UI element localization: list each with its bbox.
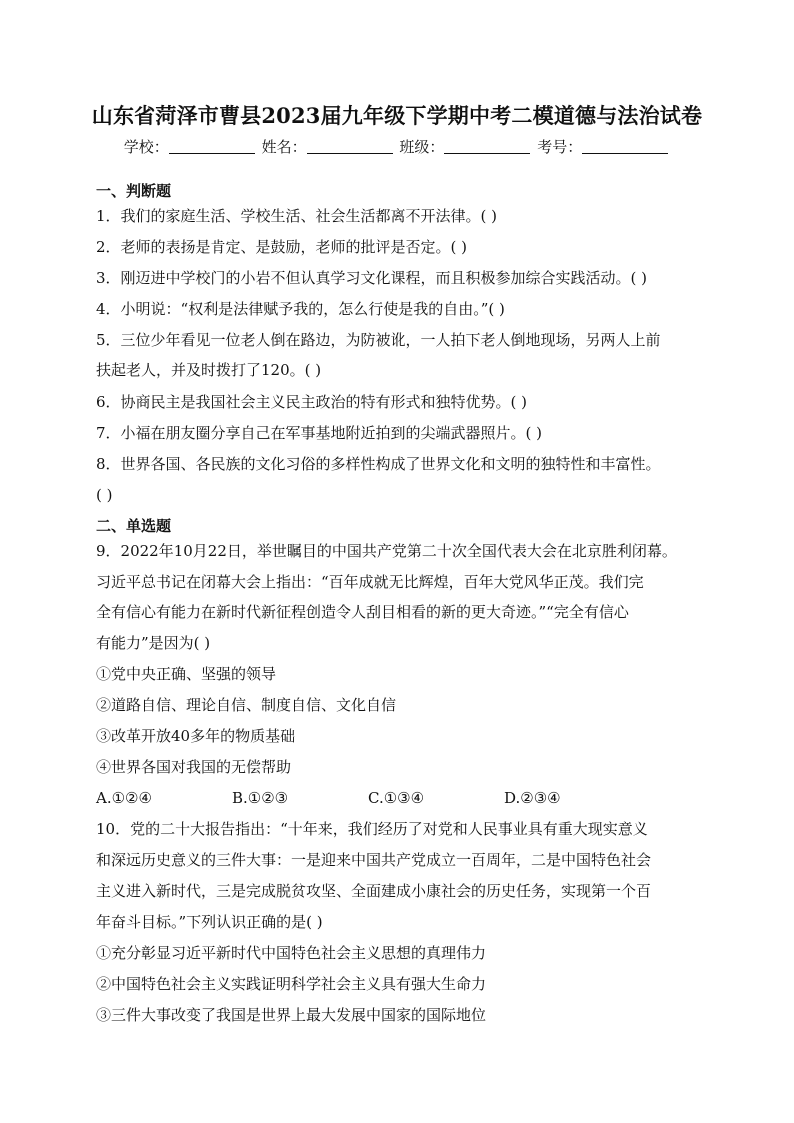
q9-statement-4: ④世界各国对我国的无偿帮助 bbox=[96, 758, 292, 776]
judge-item-2: 2．老师的表扬是肯定、是鼓励，老师的批评是否定。( ) bbox=[96, 238, 468, 256]
q10-line-3: 主义进入新时代，三是完成脱贫攻坚、全面建成小康社会的历史任务，实现第一个百 bbox=[96, 882, 652, 900]
judge-item-7: 7．小福在朋友圈分享自己在军事基地附近拍到的尖端武器照片。( ) bbox=[96, 424, 543, 442]
judge-item-5: 5．三位少年看见一位老人倒在路边，为防被讹，一人拍下老人倒地现场，另两人上前 bbox=[96, 331, 661, 349]
name-blank[interactable] bbox=[307, 139, 393, 154]
q9-option-a[interactable]: A.①②④ bbox=[96, 789, 152, 807]
judge-item-4: 4．小明说：“权利是法律赋予我的，怎么行使是我的自由。”( ) bbox=[96, 300, 505, 318]
judge-item-6: 6．协商民主是我国社会主义民主政治的特有形式和独特优势。( ) bbox=[96, 393, 528, 411]
judge-item-3: 3．刚迈进中学校门的小岩不但认真学习文化课程，而且积极参加综合实践活动。( ) bbox=[96, 269, 648, 287]
judge-item-8: 8．世界各国、各民族的文化习俗的多样性构成了世界文化和文明的独特性和丰富性。 bbox=[96, 455, 661, 473]
student-info-row bbox=[0, 136, 794, 157]
judge-item-1: 1．我们的家庭生活、学校生活、社会生活都离不开法律。( ) bbox=[96, 207, 498, 225]
q10-line-4: 年奋斗目标。”下列认识正确的是( ) bbox=[96, 913, 323, 931]
q9-options bbox=[96, 788, 702, 808]
exam-no-label: 考号： bbox=[537, 138, 583, 156]
q9-option-c[interactable]: C.①③④ bbox=[368, 789, 425, 807]
q9-statement-3: ③改革开放40多年的物质基础 bbox=[96, 727, 296, 745]
page-title: 山东省菏泽市曹县2023届九年级下学期中考二模道德与法治试卷 bbox=[91, 103, 703, 128]
q10-line-2: 和深远历史意义的三件大事：一是迎来中国共产党成立一百周年，二是中国特色社会 bbox=[96, 851, 652, 869]
q10-statement-2: ②中国特色社会主义实践证明科学社会主义具有强大生命力 bbox=[96, 975, 487, 993]
q9-line-2: 习近平总书记在闭幕大会上指出：“百年成就无比辉煌，百年大党风华正茂。我们完 bbox=[96, 573, 644, 591]
q9-line-1: 9．2022年10月22日，举世瞩目的中国共产党第二十次全国代表大会在北京胜利闭幕。 bbox=[96, 542, 677, 560]
name-label: 姓名： bbox=[261, 138, 307, 156]
q10-statement-3: ③三件大事改变了我国是世界上最大发展中国家的国际地位 bbox=[96, 1006, 487, 1024]
class-label: 班级： bbox=[399, 138, 445, 156]
section-single-heading: 二、单选题 bbox=[96, 517, 172, 535]
judge-item-5-cont: 扶起老人，并及时拨打了120。( ) bbox=[96, 361, 322, 379]
school-label: 学校： bbox=[123, 138, 169, 156]
q9-line-3: 全有信心有能力在新时代新征程创造令人刮目相看的新的更大奇迹。”“完全有信心 bbox=[96, 603, 629, 621]
q9-option-d[interactable]: D.②③④ bbox=[504, 789, 561, 807]
judge-item-8-cont: ( ) bbox=[96, 486, 113, 504]
q10-statement-1: ①充分彰显习近平新时代中国特色社会主义思想的真理伟力 bbox=[96, 944, 487, 962]
q9-statement-1: ①党中央正确、坚强的领导 bbox=[96, 665, 277, 683]
section-judge-heading: 一、判断题 bbox=[96, 182, 172, 200]
class-blank[interactable] bbox=[444, 139, 530, 154]
exam-no-blank[interactable] bbox=[582, 139, 668, 154]
q9-statement-2: ②道路自信、理论自信、制度自信、文化自信 bbox=[96, 696, 397, 714]
q9-option-b[interactable]: B.①②③ bbox=[232, 789, 289, 807]
q9-line-4: 有能力”是因为( ) bbox=[96, 634, 211, 652]
school-blank[interactable] bbox=[169, 139, 255, 154]
q10-line-1: 10．党的二十大报告指出：“十年来，我们经历了对党和人民事业具有重大现实意义 bbox=[96, 820, 648, 838]
